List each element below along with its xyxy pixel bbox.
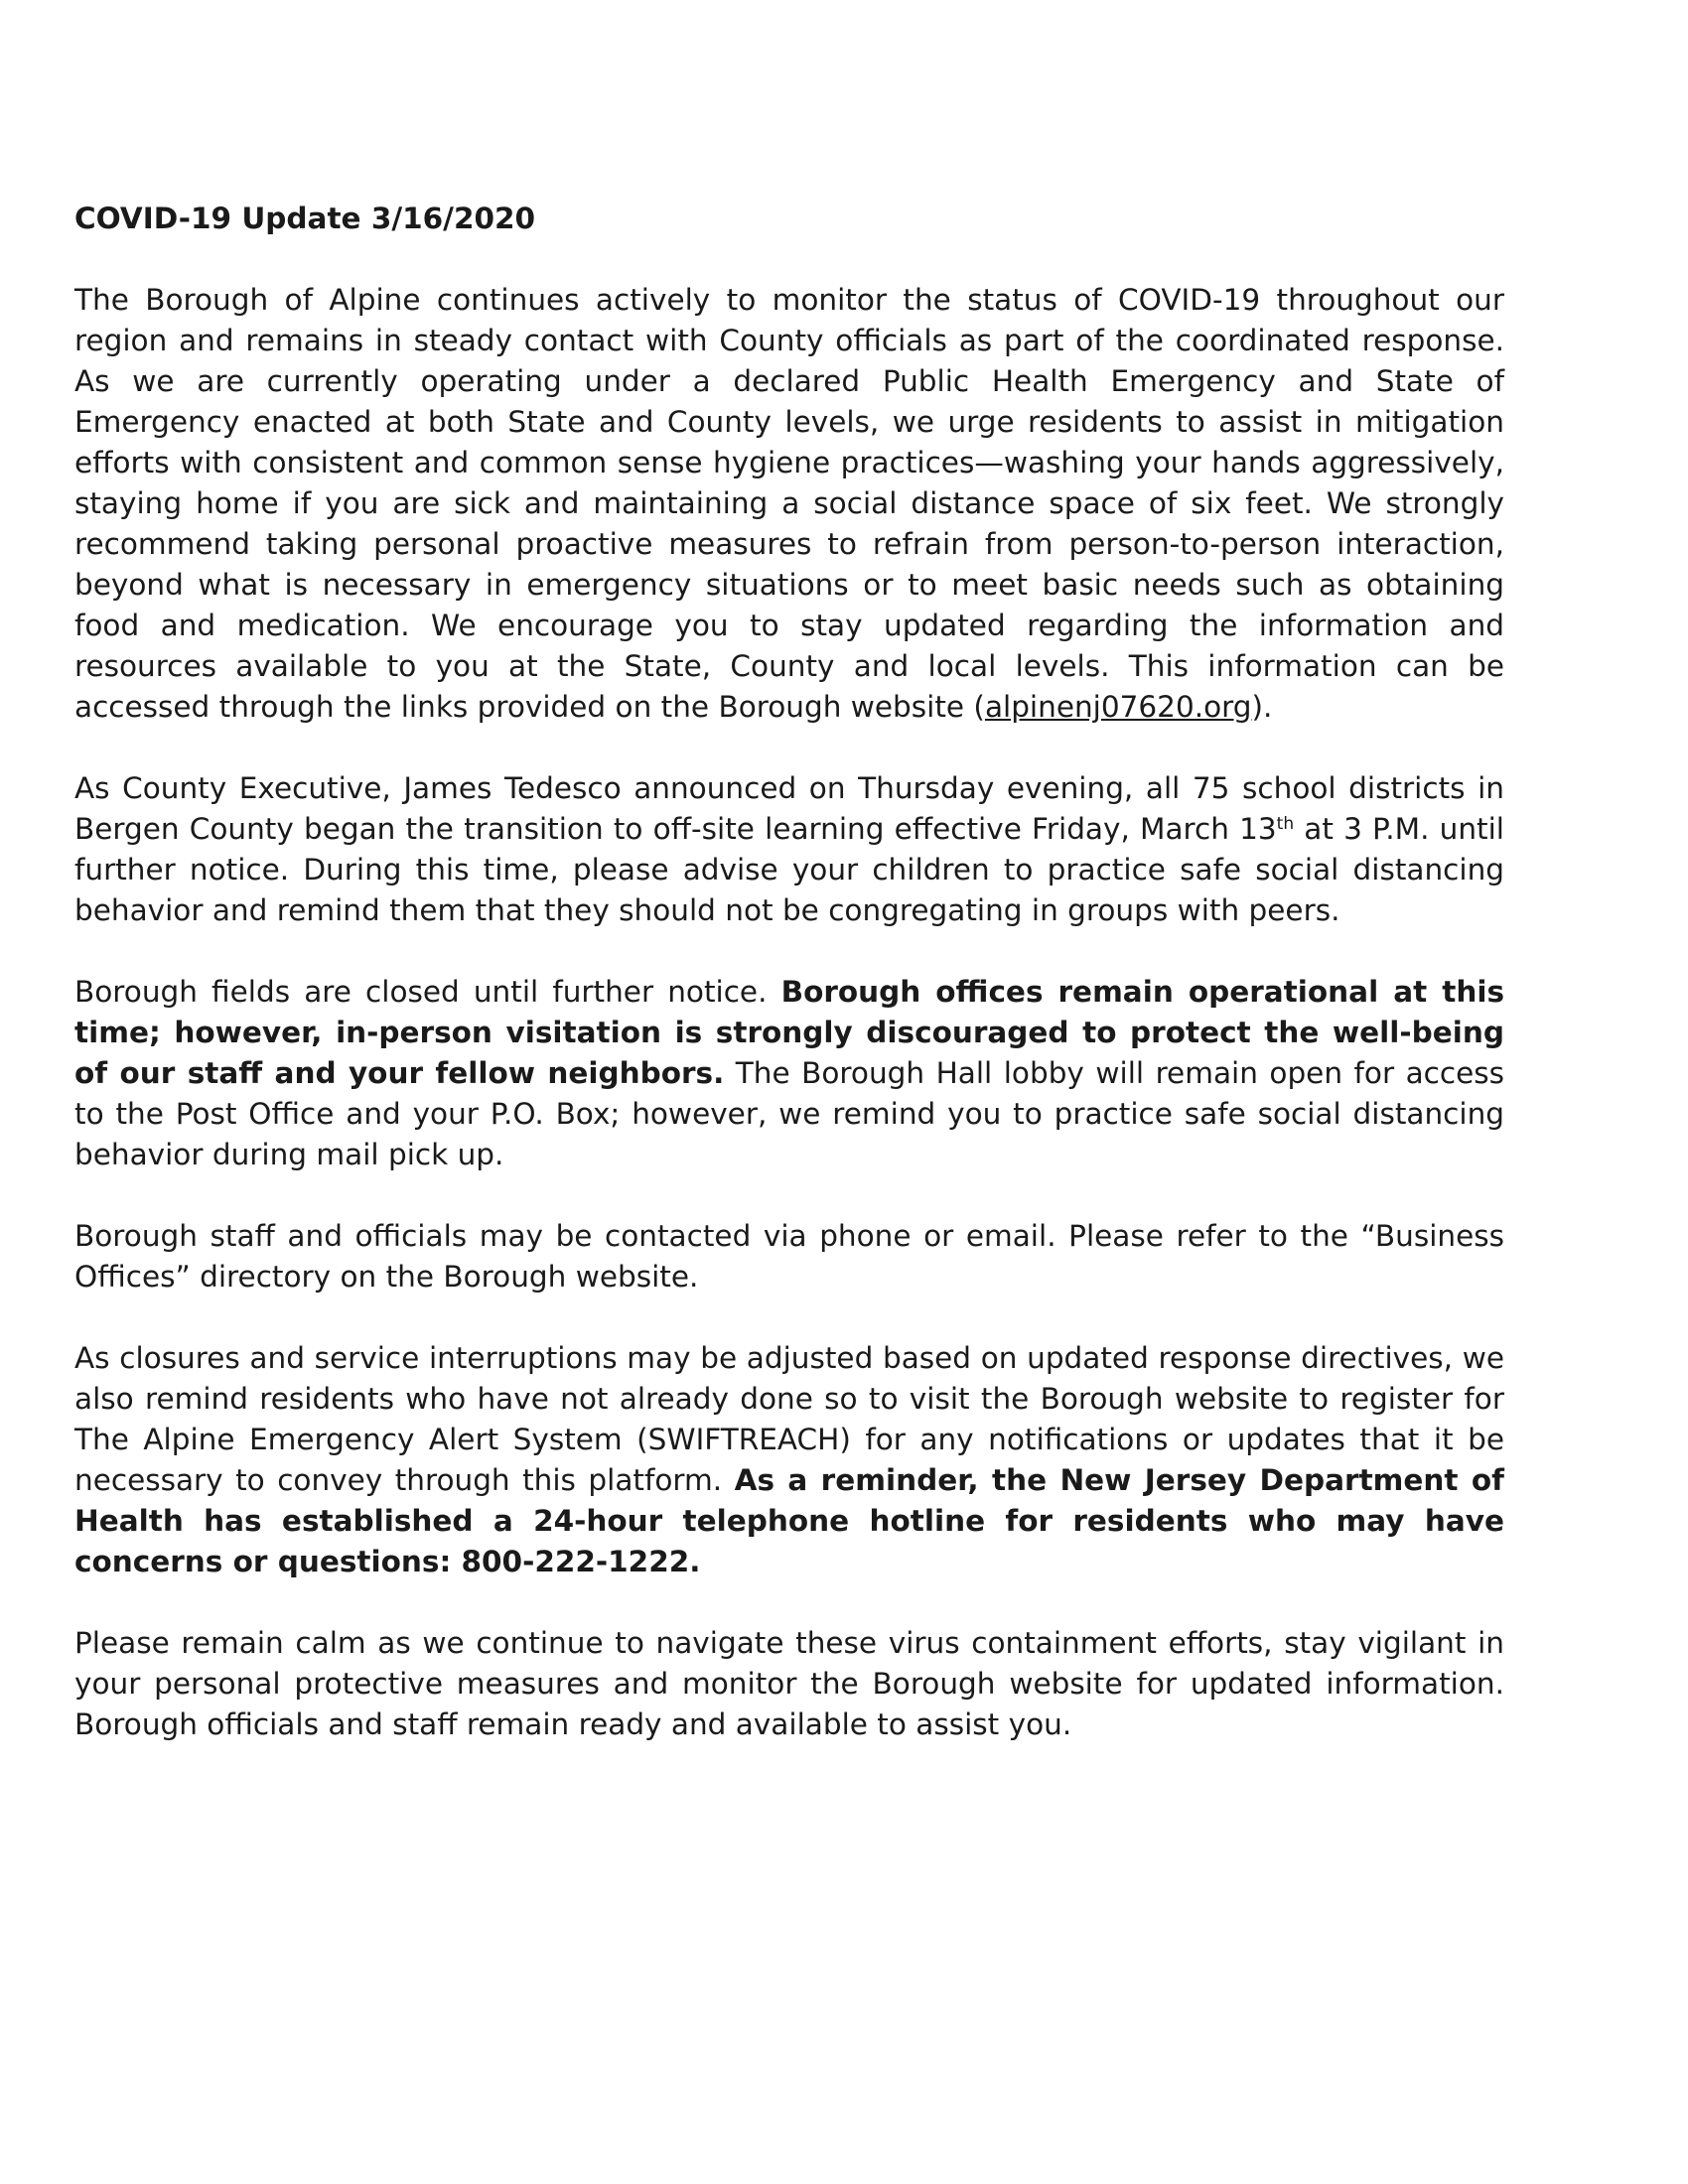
paragraph-monitoring-end: ). bbox=[1251, 690, 1273, 724]
paragraph-alerts bbox=[74, 1338, 1504, 1582]
paragraph-monitoring-text: The Borough of Alpine continues actively to monitor the status of COVID-19 throughout our region and remains in steady contact with County officials as part of the coordinated response. As we are currently operating under a declared Public Health Emergency and State of Emergency enacted at both State and County levels, we urge residents to assist in mitigation efforts with consistent and common sense hygiene practices—washing your hands aggressively, staying home if you are sick and maintaining a social distance space of six feet. We strongly recommend taking personal proactive measures to refrain from person-to-person interaction, beyond what is necessary in emergency situations or to meet basic needs such as obtaining food and medication. We encourage you to stay updated regarding the information and resources available to you at the State, County and local levels. This information can be accessed through the links provided on the Borough website ( bbox=[74, 283, 1504, 724]
paragraph-alerts-text: As closures and service interruptions may be adjusted based on updated response directives, we also remind residents who have not already done so to visit the Borough website to register for The Alpine Emergency Alert System (SWIFTREACH) for any notifications or updates that it be necessary to convey through this platform. bbox=[74, 1341, 1504, 1497]
paragraph-offices-text-a: Borough fields are closed until further notice. bbox=[74, 975, 781, 1009]
paragraph-closing-text: Please remain calm as we continue to navigate these virus containment efforts, stay vigilant in your personal protective measures and monitor the Borough website for updated information. Borough officials and staff remain ready and available to assist you. bbox=[74, 1626, 1504, 1741]
paragraph-contact bbox=[74, 1216, 1504, 1297]
paragraph-closing bbox=[74, 1623, 1504, 1745]
paragraph-contact-text: Borough staff and officials may be contacted via phone or email. Please refer to the “Business Offices” directory on the Borough website. bbox=[74, 1219, 1504, 1294]
document-title: COVID-19 Update 3/16/2020 bbox=[74, 202, 536, 235]
paragraph-offices-text-b: The Borough Hall lobby will remain open for access to the Post Office and your P.O. Box; however, we remind you to practice safe social distancing behavior during mail pick up. bbox=[74, 1056, 1504, 1171]
paragraph-schools bbox=[74, 768, 1504, 931]
paragraph-alerts-bold: As a reminder, the New Jersey Department of Health has established a 24-hour telephone hotline for residents who may have concerns or questions: 800-222-1222. bbox=[74, 1463, 1504, 1578]
paragraph-schools-text-a: As County Executive, James Tedesco announced on Thursday evening, all 75 school districts in Bergen County began the transition to off-site learning effective Friday, March 13 bbox=[74, 771, 1504, 846]
ordinal-suffix: th bbox=[1276, 814, 1295, 834]
paragraph-offices-bold: Borough offices remain operational at this time; however, in-person visitation is strongly discouraged to protect the well-being of our staff and your fellow neighbors. bbox=[74, 975, 1504, 1090]
paragraph-monitoring bbox=[74, 280, 1504, 728]
borough-website-link[interactable]: alpinenj07620.org bbox=[984, 690, 1252, 724]
paragraph-offices bbox=[74, 972, 1504, 1175]
paragraph-schools-text-b: at 3 P.M. until further notice. During this time, please advise your children to practice safe social distancing behavior and remind them that they should not be congregating in groups with peers. bbox=[74, 812, 1504, 927]
document-page bbox=[74, 199, 1504, 1786]
